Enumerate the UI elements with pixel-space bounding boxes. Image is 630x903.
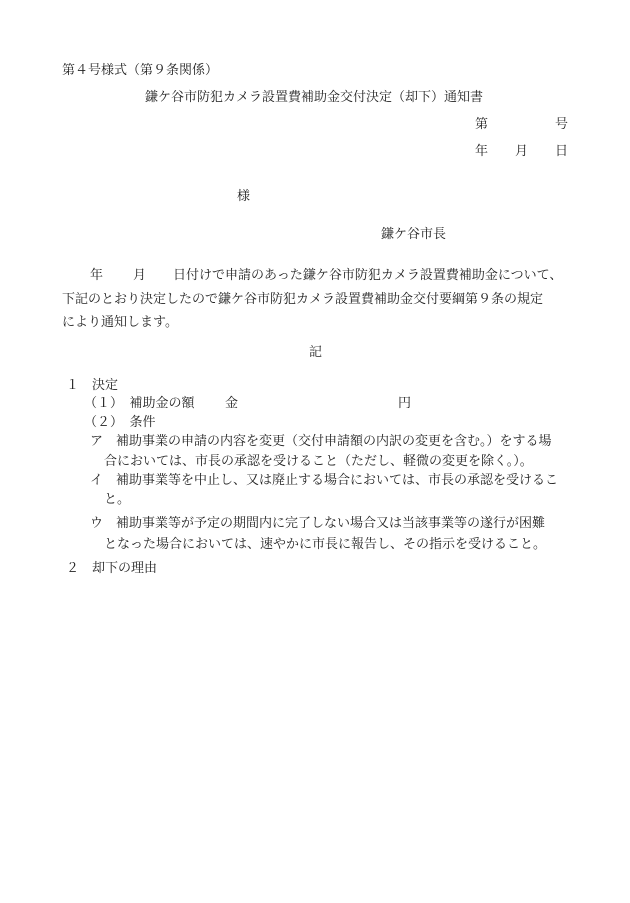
body-month: 月 bbox=[133, 268, 147, 283]
body-line3: により通知します。 bbox=[62, 315, 178, 330]
body-line2: 下記のとおり決定したので鎌ケ谷市防犯カメラ設置費補助金交付要綱第９条の規定 bbox=[62, 292, 544, 307]
condition-a-line1: ア 補助事業の申請の内容を変更（交付申請額の内訳の変更を含む。）をする場 bbox=[90, 434, 552, 449]
form-label: 第４号様式（第９条関係） bbox=[62, 63, 219, 78]
item2-label: （２） 条件 bbox=[84, 415, 156, 430]
condition-i-line1: イ 補助事業等を中止し、又は廃止する場合においては、市長の承認を受けるこ bbox=[90, 473, 559, 488]
condition-i-line2: と。 bbox=[104, 492, 131, 507]
addressee-suffix: 様 bbox=[237, 189, 251, 204]
ki-marker: 記 bbox=[309, 345, 323, 360]
item1-yen: 円 bbox=[398, 396, 412, 411]
condition-a-line2: 合においては、市長の承認を受けること（ただし、軽微の変更を除く。）。 bbox=[104, 454, 533, 469]
ref-dai: 第 bbox=[475, 117, 489, 132]
date-year: 年 bbox=[475, 144, 489, 159]
date-month: 月 bbox=[515, 144, 529, 159]
condition-u-line2: となった場合においては、速やかに市長に報告し、その指示を受けること。 bbox=[104, 537, 547, 552]
condition-u-line1: ウ 補助事業等が予定の期間内に完了しない場合又は当該事業等の遂行が困難 bbox=[90, 516, 546, 531]
item1-kin: 金 bbox=[225, 396, 239, 411]
issuer: 鎌ケ谷市長 bbox=[381, 227, 447, 242]
ref-go: 号 bbox=[555, 117, 569, 132]
item1-label: （１） 補助金の額 bbox=[84, 396, 195, 411]
body-line1-rest: 日付けで申請のあった鎌ケ谷市防犯カメラ設置費補助金について、 bbox=[173, 268, 563, 283]
body-year: 年 bbox=[90, 268, 104, 283]
section2-heading: ２ 却下の理由 bbox=[66, 561, 158, 576]
document-title: 鎌ケ谷市防犯カメラ設置費補助金交付決定（却下）通知書 bbox=[145, 90, 484, 105]
section1-heading: １ 決定 bbox=[66, 378, 119, 393]
date-day: 日 bbox=[555, 144, 569, 159]
